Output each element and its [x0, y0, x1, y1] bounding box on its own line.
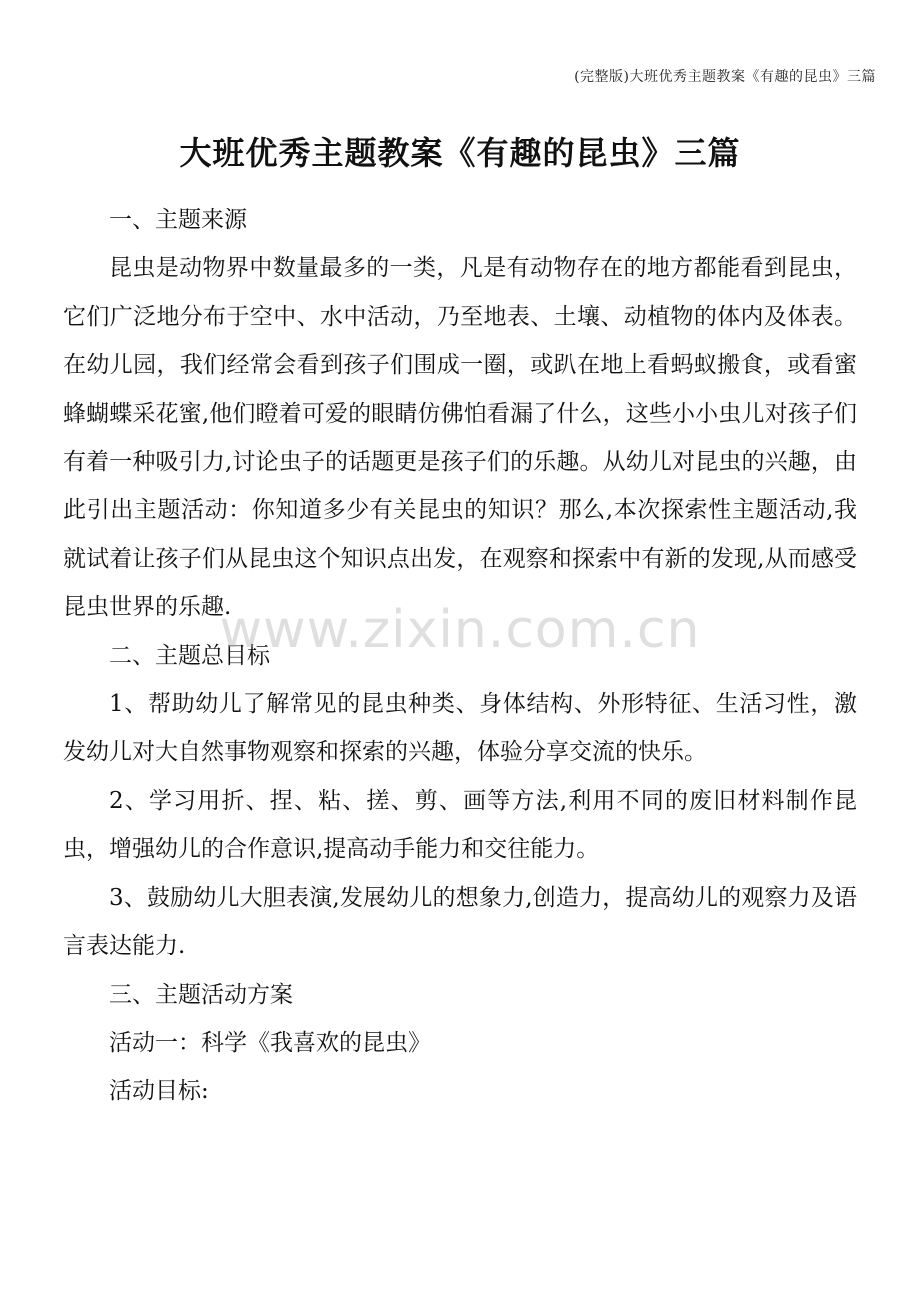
- activity-one-title: 活动一：科学《我喜欢的昆虫》: [109, 1029, 431, 1056]
- watermark: www.zixin.com.cn: [219, 600, 701, 660]
- paragraph-source-text: 昆虫是动物界中数量最多的一类，凡是有动物存在的地方都能看到昆虫，它们广泛地分布于空中、水中活动，乃至地表、土壤、动植物的体内及体表。在幼儿园，我们经常会看到孩子们围成一圈，或趴在地上看蚂蚁搬食，或看蜜蜂蝴蝶采花蜜,他们瞪着可爱的眼睛仿佛怕看漏了什么，这些小小虫儿对孩子们有着一种吸引力,讨论虫子的话题更是孩子们的乐趣。从幼儿对昆虫的兴趣，由此引出主题活动：你知道多少有关昆虫的知识？那么,本次探索性主题活动,我就试着让孩子们从昆虫这个知识点出发，在观察和探索中有新的发现,从而感受昆虫世界的乐趣.: [63, 255, 857, 621]
- document-title: 大班优秀主题教案《有趣的昆虫》三篇: [179, 134, 741, 172]
- section-heading-goals: 二、主题总目标: [109, 642, 270, 669]
- running-header: (完整版)大班优秀主题教案《有趣的昆虫》三篇: [574, 69, 876, 85]
- goal-item-1: 1、帮助幼儿了解常见的昆虫种类、身体结构、外形特征、生活习性，激发幼儿对大自然事物观察和探索的兴趣，体验分享交流的快乐。: [63, 691, 857, 766]
- document-body: [63, 196, 857, 1116]
- section-heading-plan: 三、主题活动方案: [109, 981, 293, 1008]
- goal-item-2: 2、学习用折、捏、粘、搓、剪、画等方法,利用不同的废旧材料制作昆虫，增强幼儿的合作意识,提高动手能力和交往能力。: [63, 787, 857, 863]
- goal-item-3: 3、鼓励幼儿大胆表演,发展幼儿的想象力,创造力，提高幼儿的观察力及语言表达能力.: [63, 884, 857, 960]
- section-heading-source: 一、主题来源: [109, 207, 247, 233]
- activity-goals-label: 活动目标:: [109, 1078, 209, 1105]
